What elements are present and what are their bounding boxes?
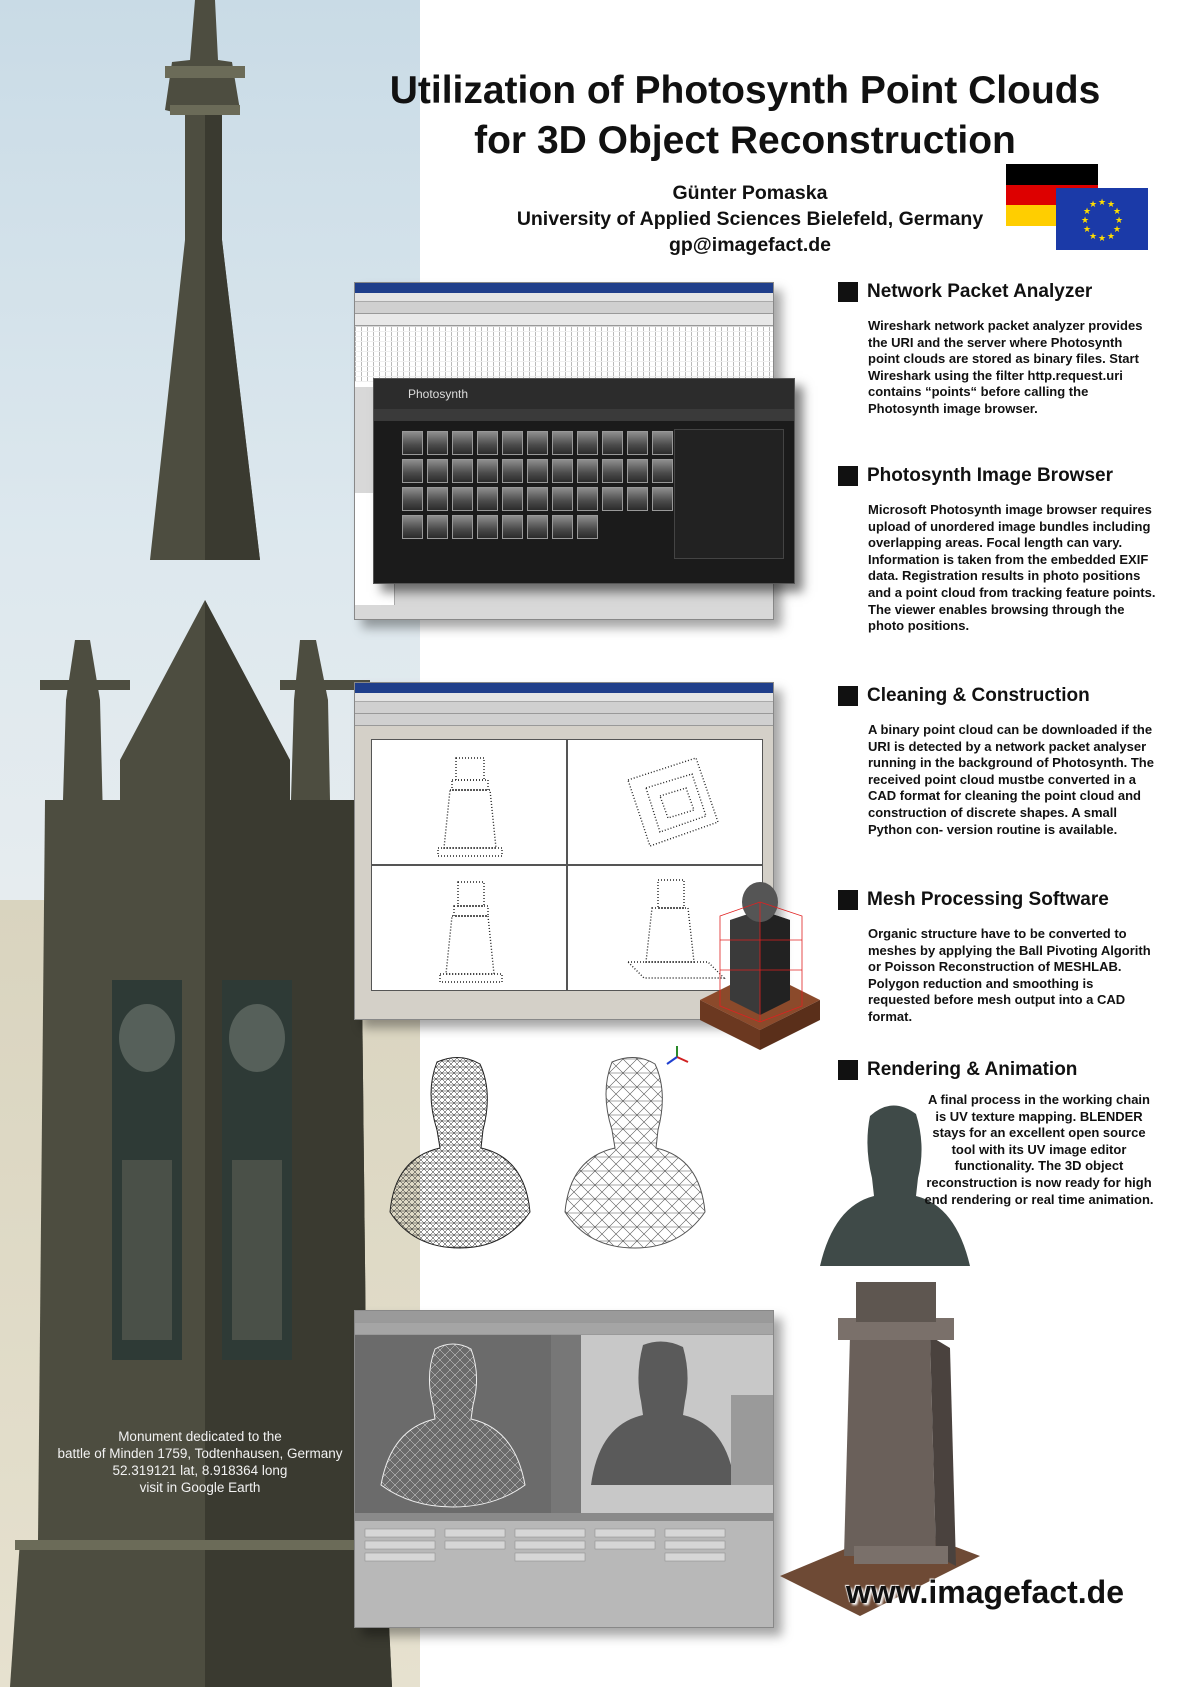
svg-text:★: ★ <box>1088 200 1098 210</box>
bullet-square-icon <box>838 686 858 706</box>
cad-viewport-side <box>371 865 567 991</box>
eu-flag-icon <box>1056 188 1148 250</box>
website-link[interactable]: www.imagefact.de <box>846 1574 1124 1610</box>
svg-text:★: ★ <box>1114 216 1124 226</box>
poster-title <box>340 66 1150 166</box>
svg-text:★: ★ <box>1106 232 1116 242</box>
section-title: Network Packet Analyzer <box>867 281 1093 302</box>
author-block <box>470 180 1030 258</box>
bullet-square-icon <box>838 282 858 302</box>
svg-text:★: ★ <box>1080 216 1090 226</box>
section-network-packet-analyzer <box>838 280 1156 418</box>
section-body: Organic structure have to be converted to meshes by applying the Ball Pivoting Algorith or Poisson Reconstruction of MESHLAB. Polygon reduction and smoothing is requested before mesh output into a CAD format. <box>868 926 1151 1024</box>
bullet-square-icon <box>838 1060 858 1080</box>
author-name: Günter Pomaska <box>672 182 828 204</box>
section-rendering-animation <box>838 1058 1156 1082</box>
section-body: Wireshark network packet analyzer provides the URI and the server where Photosynth point clouds are stored as binary files. Start Wireshark using the filter http.request.uri contains “points“ before calling the Photosynth image browser. <box>868 318 1143 416</box>
svg-text:★: ★ <box>1088 232 1098 242</box>
cad-viewport-front <box>371 739 567 865</box>
wireshark-titlebar <box>355 283 773 293</box>
svg-text:★: ★ <box>1097 198 1107 208</box>
monument-caption <box>40 1428 360 1496</box>
eu-stars-icon <box>1056 188 1148 250</box>
monument-caption-line1: Monument dedicated to the <box>118 1429 282 1444</box>
svg-text:★: ★ <box>1112 207 1122 217</box>
section-mesh-processing-software <box>838 888 1156 1026</box>
reduced-mesh-bust-illustration <box>560 1052 710 1252</box>
svg-text:★: ★ <box>1106 200 1116 210</box>
blender-uv-image-editor <box>551 1335 774 1513</box>
title-line-1: Utilization of Photosynth Point Clouds <box>389 69 1101 112</box>
photosynth-logo: Photosynth <box>374 379 794 409</box>
blender-buttons-panel <box>355 1513 774 1628</box>
section-body: Microsoft Photosynth image browser requires upload of unordered image bundles including overlapping areas. Focal length can vary. Information is taken from the embedded EXIF data. Registration results in photo positions and a point cloud from tracking feature points. The viewer enables browsing through the photo positions. <box>868 502 1156 634</box>
monument-caption-line2: battle of Minden 1759, Todtenhausen, Germany <box>57 1446 343 1461</box>
photosynth-screenshot <box>373 378 795 584</box>
bullet-square-icon <box>838 890 858 910</box>
section-body: A binary point cloud can be downloaded if the URI is detected by a network packet analyser running in the background of Photosynth. The received point cloud mustbe converted in a CAD format for cleaning the point cloud and construction of discrete shapes. A small Python con- version routine is available. <box>868 722 1154 837</box>
title-line-2: for 3D Object Reconstruction <box>474 119 1016 162</box>
section-body-rendering: A final process in the working chain is UV texture mapping. BLENDER stays for an excellent open source tool with its UV image editor functionality. The 3D object reconstruction is now ready for high end rendering or real time animation. <box>924 1092 1154 1207</box>
monument-caption-line4: visit in Google Earth <box>139 1480 261 1495</box>
blender-screenshot <box>354 1310 774 1628</box>
author-email: gp@imagefact.de <box>668 234 832 256</box>
cad-viewport-top <box>567 739 763 865</box>
svg-text:★: ★ <box>1097 234 1107 244</box>
section-title: Photosynth Image Browser <box>867 465 1113 486</box>
svg-text:★: ★ <box>1082 207 1092 217</box>
section-cleaning-construction <box>838 684 1156 838</box>
monument-caption-line3: 52.319121 lat, 8.918364 long <box>112 1463 288 1478</box>
bullet-square-icon <box>838 466 858 486</box>
svg-text:★: ★ <box>1082 225 1092 235</box>
blender-3d-view <box>355 1335 551 1513</box>
photosynth-info-panel <box>674 429 784 559</box>
section-title: Mesh Processing Software <box>867 889 1109 910</box>
svg-text:★: ★ <box>1112 225 1122 235</box>
section-title: Rendering & Animation <box>867 1059 1078 1080</box>
photosynth-thumbnail-grid <box>402 431 692 539</box>
author-affiliation: University of Applied Sciences Bielefeld, Germany <box>516 208 984 230</box>
section-title: Cleaning & Construction <box>867 685 1090 706</box>
wireframe-pedestal-illustration <box>690 880 830 1060</box>
section-photosynth-image-browser <box>838 464 1156 635</box>
dense-mesh-bust-illustration <box>385 1052 535 1252</box>
